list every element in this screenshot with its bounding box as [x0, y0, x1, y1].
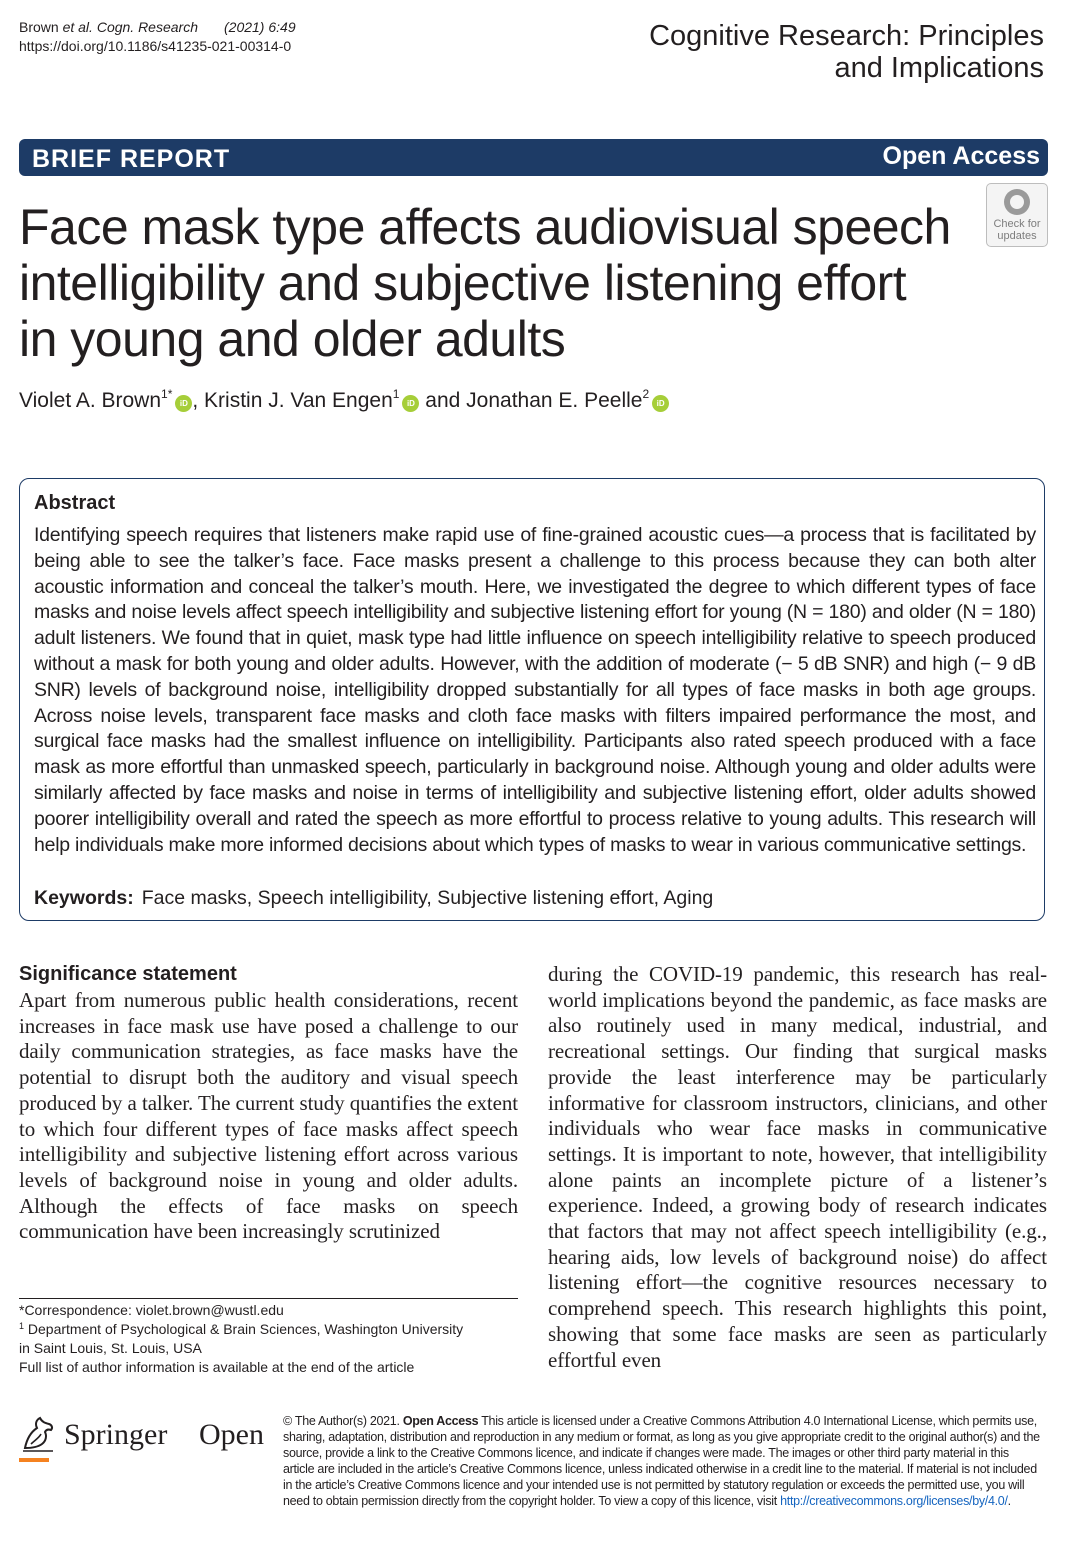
orcid-icon[interactable]: iD [402, 395, 419, 412]
citation-etal: et al. [62, 19, 93, 35]
journal-name-line1: Cognitive Research: Principles [649, 20, 1044, 52]
check-updates-line2: updates [997, 230, 1037, 242]
title-line1: Face mask type affects audiovisual speech [19, 199, 951, 255]
check-updates-line1: Check for [993, 218, 1041, 230]
license-open-access: Open Access [402, 1414, 479, 1428]
significance-text-left: Apart from numerous public health considerations, recent increases in face mask use have posed a challenge to our daily communication strategies, as face masks have the potential to disrupt both the auditory and visual speech produced by a talker. The current study quantifies the extent to which four different types of face masks affect speech intelligibility and subjective listening effort across various levels of background noise in young and older adults. Although the effects of face masks on speech communication have been increasingly scrutinized [19, 988, 518, 1244]
orcid-icon[interactable]: iD [175, 395, 192, 412]
springer-open-logo [19, 1414, 264, 1462]
open-access-label: Open Access [882, 142, 1040, 170]
license-body: This article is licensed under a Creative Commons Attribution 4.0 International License, which permits use, sharing, adaptation, distribution and reproduction in any medium or format, as long as you give appropriate credit to the original author(s) and the source, provide a link to the Creative Commons licence, and indicate if changes were made. The images or other third party material in this article are included in the article’s Creative Commons licence, unless indicated otherwise in a credit line to the material. If material is not included in the article’s Creative Commons licence and your intended use is not permitted by statutory regulation or exceeds the permitted use, you will need to obtain permission directly from the copyright holder. To view a copy of this licence, visit [283, 1414, 1040, 1509]
affiliation-sup: 1 [19, 1321, 25, 1331]
author-separator: and [419, 389, 467, 412]
abstract-box [19, 478, 1045, 921]
citation-journal: Cogn. Research [96, 19, 198, 35]
open-wordmark: Open [199, 1418, 264, 1451]
article-title [19, 199, 959, 367]
keywords [34, 887, 713, 910]
author-name[interactable]: Violet A. Brown [19, 389, 162, 412]
journal-name-line2: and Implications [834, 52, 1044, 84]
citation-year-volume: (2021) 6:49 [224, 19, 296, 35]
affiliation-line1: Department of Psychological & Brain Sciences, Washington University [24, 1321, 464, 1337]
check-for-updates-button[interactable] [986, 183, 1048, 247]
affiliation-note [19, 1320, 518, 1339]
correspondence-note: *Correspondence: violet.brown@wustl.edu [19, 1302, 284, 1318]
author-name[interactable]: Kristin J. Van Engen [204, 389, 393, 412]
license-text [283, 1413, 1043, 1510]
journal-name [649, 20, 1044, 84]
significance-heading: Significance statement [19, 963, 237, 985]
keywords-list: Face masks, Speech intelligibility, Subjective listening effort, Aging [141, 887, 714, 909]
author-affil-sup: 1* [161, 387, 173, 401]
author-info-note: Full list of author information is available at the end of the article [19, 1359, 415, 1375]
abstract-heading: Abstract [34, 492, 116, 514]
author-affil-sup: 1 [392, 387, 400, 401]
abstract-text: Identifying speech requires that listeners make rapid use of fine-grained acoustic cues—a process that is facilitated by being able to see the talker’s face. Face masks present a challenge to this process because they can both alter acoustic information and conceal the talker’s mouth. Here, we investigated the degree to which different types of face masks and noise levels affect speech intelligibility and subjective listening effort for young (N = 180) and older (N = 180) adult listeners. We found that in quiet, mask type had little influence on speech intelligibility relative to speech produced without a mask for both young and older adults. However, with the addition of moderate (− 5 dB SNR) and high (− 9 dB SNR) levels of background noise, intelligibility dropped substantially for all types of face masks in both age groups. Across noise levels, transparent face masks and cloth face masks with filters impaired performance the most, and surgical face masks had the smallest influence on intelligibility. Participants also rated speech produced with a face mask as more effortful than unmasked speech, particularly in background noise. Although young and older adults were similarly affected by face masks and noise in terms of intelligibility and subjective listening effort, older adults showed poorer intelligibility overall and rated the speech as more effortful to process relative to young adults. This research will help individuals make more informed decisions about which types of masks to wear in various communicative settings. [34, 524, 1036, 856]
author-name[interactable]: Jonathan E. Peelle [466, 389, 643, 412]
footnotes [19, 1301, 518, 1377]
springer-horse-icon [19, 1414, 57, 1454]
article-type-label: BRIEF REPORT [32, 145, 231, 173]
check-updates-icon [1004, 189, 1030, 215]
author-list [19, 387, 669, 415]
license-link[interactable]: http://creativecommons.org/licenses/by/4.0/ [780, 1494, 1008, 1509]
doi-link[interactable]: https://doi.org/10.1186/s41235-021-00314-0 [19, 38, 292, 54]
license-tail: . [1007, 1494, 1011, 1509]
springer-accent-bar [19, 1458, 49, 1462]
significance-text-right: during the COVID-19 pandemic, this research has real-world implications beyond the pandemic, as face masks are also routinely used in many medical, industrial, and recreational settings. Our finding that surgical masks provide the least interference may be particularly informative for classroom instructors, clinicians, and other individuals who wear face masks in communicative settings. It is important to note, however, that intelligibility alone paints an incomplete picture of a listener’s experience. Indeed, a growing body of research indicates that factors that may not affect speech intelligibility (e.g., hearing aids, low levels of background noise) do affect listening effort—the cognitive resources necessary to comprehend speech. This research highlights this point, showing that some face masks are seen as particularly effortful even [548, 962, 1047, 1372]
license-lead: © The Author(s) 2021. [283, 1414, 403, 1428]
footnote-divider [19, 1298, 518, 1299]
affiliation-line2: in Saint Louis, St. Louis, USA [19, 1340, 202, 1356]
author-separator: , [192, 389, 205, 412]
title-line3: in young and older adults [19, 311, 566, 367]
springer-wordmark: Springer [64, 1418, 168, 1451]
citation-authors: Brown [19, 19, 63, 35]
author-affil-sup: 2 [642, 387, 650, 401]
keywords-label: Keywords: [34, 887, 134, 909]
title-line2: intelligibility and subjective listening effort [19, 255, 907, 311]
article-type-banner [19, 139, 1048, 176]
citation-header [19, 18, 296, 56]
orcid-icon[interactable]: iD [652, 395, 669, 412]
